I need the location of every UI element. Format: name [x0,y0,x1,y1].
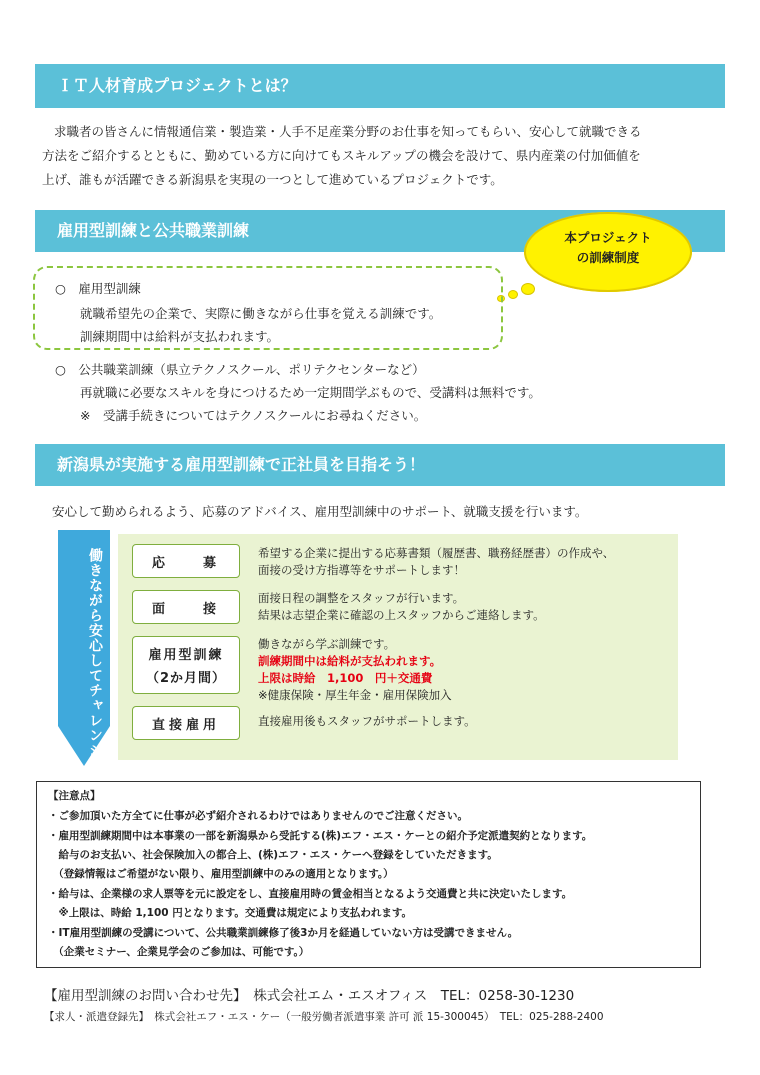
item-line: 再就職に必要なスキルを身につけるため一定期間学ぶもので、受講料は無料です。 [80,385,541,400]
step-line: ※健康保険・厚生年金・雇用保険加入 [258,688,452,702]
note-line: ・ご参加頂いた方全てに仕事が必ず紹介されるわけではありませんのでご注意ください。 [48,810,468,822]
step-sublabel: （2か月間） [145,671,227,686]
step-label: 応 募 [151,555,220,571]
note-line: （企業セミナー、企業見学会のご参加は、可能です。） [48,946,310,958]
section-header-aim-regular [35,444,725,486]
item-heading: ○ 公共職業訓練（県立テクノスクール、ポリテクセンターなど） [55,362,425,377]
arrow-label: 働きながら安心してチャレンジできます [87,548,103,818]
note-line: ※上限は、時給 1,100 円となります。交通費は規定により支払われます。 [48,907,413,919]
intro-line: 求職者の皆さんに情報通信業・製造業・人手不足産業分野のお仕事を知ってもらい、安心して就職できる [54,124,642,139]
step-interview [132,590,240,624]
note-line: ・IT雇用型訓練の受講について、公共職業訓練修了後3か月を経過していない方は受講できません。 [48,927,519,939]
note-line: ・雇用型訓練期間中は本事業の一部を新潟県から受託する(株)エフ・エス・ケーとの紹介予定派遣契約となります。 [48,830,593,842]
item-line: 就職希望先の企業で、実際に働きながら仕事を覚える訓練です。 [80,306,442,321]
intro-line: 方法をご紹介するとともに、勤めている方に向けてもスキルアップの機会を設けて、県内産業の付加価値を [42,148,641,163]
step-employment-training [132,636,240,694]
callout-bubble [508,290,518,299]
callout-line: 本プロジェクト [564,230,652,245]
contact-registration: 【求人・派遣登録先】 株式会社エフ・エス・ケー（一般労働者派遣事業 許可 派 15-300045） TEL：025-288-2400 [44,1011,604,1023]
salary-note: 訓練期間中は給料が支払われます。 [258,654,442,668]
intro-line: 上げ、誰もが活躍できる新潟県を実現の一つとして進めているプロジェクトです。 [42,172,503,187]
step-interview-desc [258,590,545,624]
item-line: ※ 受講手続きについてはテクノスクールにお尋ねください。 [80,408,427,423]
step-label: 直接雇用 [151,717,220,733]
step-line: 面接日程の調整をスタッフが行います。 [258,591,465,605]
section3-lead: 安心して勤められるよう、応募のアドバイス、雇用型訓練中のサポート、就職支援を行います。 [52,504,588,519]
step-label: 雇用型訓練 [148,648,224,663]
intro-paragraph [42,120,732,192]
step-apply-desc [258,545,614,579]
item-line: 訓練期間中は給料が支払われます。 [80,329,280,344]
callout-text [524,228,692,268]
step-line: 面接の受け方指導等をサポートします！ [258,563,465,577]
step-line: 結果は志望企業に確認の上スタッフからご連絡します。 [258,608,545,622]
note-line: 給与のお支払い、社会保険加入の都合上、(株)エフ・エス・ケーへ登録をしていただきます。 [48,849,498,861]
notes-title: 【注意点】 [48,790,101,802]
section-title: 新潟県が実施する雇用型訓練で正社員を目指そう！ [57,455,426,474]
callout-line: の訓練制度 [576,250,640,265]
step-direct-hire [132,706,240,740]
section-header-it-project [35,64,725,108]
note-line: （登録情報はご希望がない限り、雇用型訓練中のみの適用となります。） [48,868,394,880]
step-line: 働きながら学ぶ訓練です。 [258,637,396,651]
note-line: ・給与は、企業様の求人票等を元に設定をし、直接雇用時の賃金相当となるよう交通費と共に決定いたします。 [48,888,573,900]
wage-cap-note: 上限は時給 1,100 円＋交通費 [258,671,433,685]
step-employment-training-desc [258,636,452,704]
contact-inquiry: 【雇用型訓練のお問い合わせ先】 株式会社エム・エスオフィス TEL：0258-30-1230 [44,988,575,1004]
item-heading: ○ 雇用型訓練 [55,281,141,296]
step-direct-hire-desc [258,713,476,730]
step-label: 面 接 [151,601,220,617]
section-title: 雇用型訓練と公共職業訓練 [57,221,250,240]
step-apply [132,544,240,578]
callout-bubble [521,283,535,295]
step-line: 直接雇用後もスタッフがサポートします。 [258,714,476,728]
section-title: ＩＴ人材育成プロジェクトとは？ [57,76,297,95]
step-line: 希望する企業に提出する応募書類（履歴書、職務経歴書）の作成や、 [258,546,615,560]
